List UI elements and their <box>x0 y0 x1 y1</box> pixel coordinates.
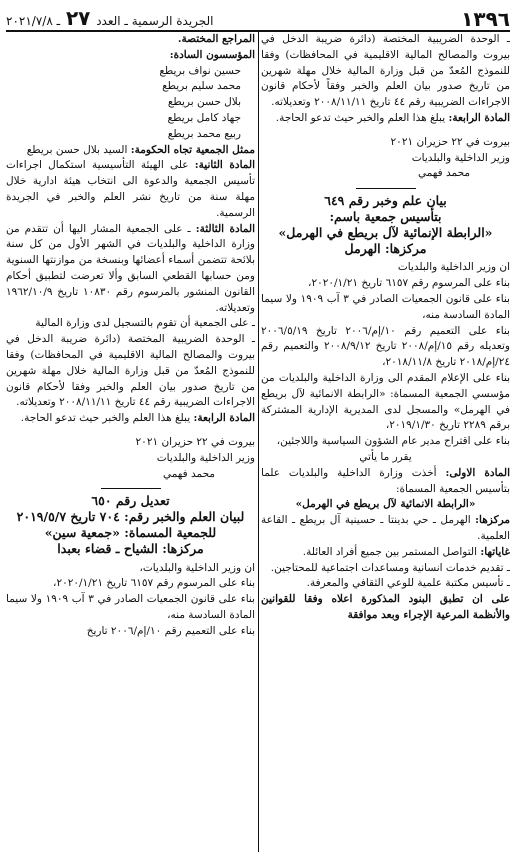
article-text: يبلغ هذا العلم والخبر حيث تدعو الحاجة. <box>275 111 449 124</box>
basis-circulars: بناء على التعميم رقم ١٠/إم/٢٠٠٦ تاريخ ٢٠٠٦/٥/١٩ وتعديله رقم ١٥/إم/٢٠٠٨ تاريخ ٢٠٠٨/٩/١٢ والتعميم رقم ٢٤/إم/٢٠١٨ تاريخ ٢٠١٨/١١/٨، <box>261 324 510 369</box>
minister-title: وزير الداخلية والبلديات <box>156 451 255 464</box>
hq-label: مركزها: <box>475 514 510 527</box>
finance-registration: ـ على الجمعية أن تقوم بالتسجيل لدى وزارة المالية <box>35 317 255 330</box>
basis-notification: بناء على الإعلام المقدم الى وزارة الداخلية والبلديات من مؤسسي الجمعية المسماة: «الرابطة الانمائية لآل بريطع في الهرمل» والمسجل لدى المديرية الإدارية المشتركة برقم ٢٢٨٩ تاريخ ٢٠١٩/١/٣٠، <box>261 371 510 432</box>
article-text: أخذت وزارة الداخلية والبلديات علما بتأسيس الجمعية المسماة: <box>261 466 510 495</box>
section-divider <box>356 188 416 189</box>
minister-signature-name: محمد فهمي <box>162 467 215 480</box>
association-aims <box>261 545 510 561</box>
rep-label: ممثل الجمعية تجاه الحكومة: <box>130 143 255 156</box>
article-label: المادة الثالثة: <box>195 222 255 235</box>
right-column <box>261 32 510 852</box>
article-label: المادة الرابعة: <box>448 111 510 124</box>
section-divider <box>101 488 161 489</box>
basis-decree: بناء على المرسوم رقم ٦١٥٧ تاريخ ٢٠٢٠/١/٢١، <box>53 577 255 590</box>
article-4 <box>6 411 255 427</box>
article-1-association-name: «الرابطة الانمائية لآل بريطع في الهرمل» <box>295 498 476 511</box>
basis-proposal: بناء على اقتراح مدير عام الشؤون السياسية واللاجئين، <box>276 435 510 448</box>
statement-title: بيان علم وخبر رقم ٦٤٩ <box>324 193 447 209</box>
closing-clause: على ان تطبق البنود المذكورة اعلاه وفقا للقوانين والأنظمة المرعية الإجراء وبعد موافقة <box>261 593 510 621</box>
minister-intro: ان وزير الداخلية والبلديات، <box>139 561 255 574</box>
minister-intro: ان وزير الداخلية والبلديات <box>397 261 510 274</box>
article-1 <box>261 466 510 498</box>
founder-name: ربيع محمد بريطع <box>167 127 241 140</box>
page-number: ١٣٩٦ <box>461 7 510 31</box>
tax-unit-paragraph: ـ الوحدة الضريبية المختصة (دائرة ضريبة الدخل في بيروت والمصالح المالية الاقليمية في المحافظات) وفقا للنموذج المُعدّ من قبل وزارة المالية خلال مهلة شهرين من تاريخ صدور بيان العلم والخبر وفقاً لأحكام قانون الاجراءات الضريبية رقم ٤٤ تاريخ ٢٠٠٨/١١/١١ وتعديلاته. <box>261 33 510 109</box>
article-label: المادة الثانية: <box>194 159 255 172</box>
column-divider <box>258 32 259 852</box>
founder-name: حسين نواف بريطع <box>159 64 241 77</box>
journal-name: الجريدة الرسمية ـ العدد <box>96 14 214 28</box>
left-column <box>6 32 255 852</box>
aim-item: ـ تقديم خدمات انسانية ومساعدات اجتماعية للمحتاجين. <box>270 561 510 574</box>
statement-subtitle: بتأسيس جمعية باسم: <box>329 208 442 224</box>
two-column-body <box>6 32 510 852</box>
issue-date: ـ ٢٠٢١/٧/٨ <box>6 14 61 28</box>
article-3 <box>6 222 255 317</box>
basis-circulars: بناء على التعميم رقم ١٠/إم/٢٠٠٦ تاريخ <box>86 624 255 637</box>
article-2 <box>6 158 255 221</box>
amendment-hq: مركزها: الشياح ـ قضاء بعبدا <box>57 540 204 556</box>
founders-list <box>6 64 255 143</box>
article-text: ـ على الجمعية المشار اليها أن تتقدم من وزارة الداخلية والبلديات في الشهر الأول من كل سنة بلائحة تتضمن أسماء أعضائها وبنسخة من موازنتها السنوية ومن حسابها القطعي السابق وألا تعرضت لتطبيق أحكام القانون المنشور بالمرسوم رقم ١٠٨٣٠ تاريخ ١٩٦٢/١٠/٩ وتعديلاته. <box>6 222 255 314</box>
rep-text: السيد بلال حسن بريطع <box>26 143 131 156</box>
decides-heading: يقرر ما يأتي <box>359 450 412 463</box>
competent-authorities: المراجع المختصة. <box>177 33 255 45</box>
association-headquarters <box>261 513 510 545</box>
aims-label: غاياتها: <box>480 545 510 558</box>
hq-text: الهرمل ـ حي بدينتا ـ حسينية آل بريطع ـ القاعة العلمية. <box>261 514 510 542</box>
article-label: المادة الرابعة: <box>193 412 255 425</box>
basis-law: بناء على قانون الجمعيات الصادر في ٣ آب ١٩٠٩ ولا سيما المادة السادسة منه، <box>261 292 510 321</box>
government-representative <box>6 143 255 159</box>
journal-issue-line <box>6 6 214 30</box>
page-header <box>6 6 510 32</box>
issue-number: ٢٧ <box>65 6 91 30</box>
basis-decree: بناء على المرسوم رقم ٦١٥٧ تاريخ ٢٠٢٠/١/٢١، <box>308 277 510 290</box>
association-hq: مركزها: الهرمل <box>344 240 427 256</box>
place-date: بيروت في ٢٢ حزيران ٢٠٢١ <box>135 435 255 448</box>
article-label: المادة الاولى: <box>445 466 510 479</box>
place-date: بيروت في ٢٢ حزيران ٢٠٢١ <box>390 135 510 148</box>
article-text: على الهيئة التأسيسية استكمال اجراءات تأسيس الجمعية والدعوة الى انتخاب هيئة ادارية خلال مهلة سنة من تاريخ نشر العلم والخبر في الجريدة الرسمية. <box>6 159 255 219</box>
amendment-title: تعديل رقم ٦٥٠ <box>91 493 170 509</box>
founders-label: المؤسسون السادة: <box>169 48 255 61</box>
minister-title: وزير الداخلية والبلديات <box>411 151 510 164</box>
article-4 <box>261 111 510 127</box>
amendment-subtitle: لبيان العلم والخبر رقم: ٧٠٤ تاريخ ٢٠١٩/٥/٧ <box>16 509 245 525</box>
aims-text: التواصل المستمر بين جميع أفراد العائلة. <box>302 545 481 558</box>
tax-unit-paragraph: ـ الوحدة الضريبية المختصة (دائرة ضريبة الدخل في بيروت والمصالح المالية الاقليمية في المحافظات) وفقا للنموذج المُعدّ من قبل وزارة المالية خلال مهلة شهرين من تاريخ صدور بيان العلم والخبر وفقا لأحكام قانون الاجراءات الضريبية رقم ٤٤ تاريخ ٢٠٠٨/١١/١١ وتعديلاته. <box>6 333 255 409</box>
basis-law: بناء على قانون الجمعيات الصادر في ٣ آب ١٩٠٩ ولا سيما المادة السادسة منه، <box>6 593 255 621</box>
founder-name: محمد سليم بريطع <box>162 80 241 93</box>
amendment-association: للجمعية المسماة: «جمعية سين» <box>44 524 217 540</box>
minister-signature-name: محمد فهمي <box>417 167 470 180</box>
association-name: «الرابطة الإنمائية لآل بريطع في الهرمل» <box>278 224 493 240</box>
founder-name: جهاد كامل بريطع <box>167 111 241 124</box>
article-text: يبلغ هذا العلم والخبر حيث تدعو الحاجة. <box>20 412 194 425</box>
founder-name: بلال حسن بريطع <box>167 96 241 109</box>
aim-item: ـ تأسيس مكتبة علمية للوعي الثقافي والمعرفة. <box>306 577 510 590</box>
